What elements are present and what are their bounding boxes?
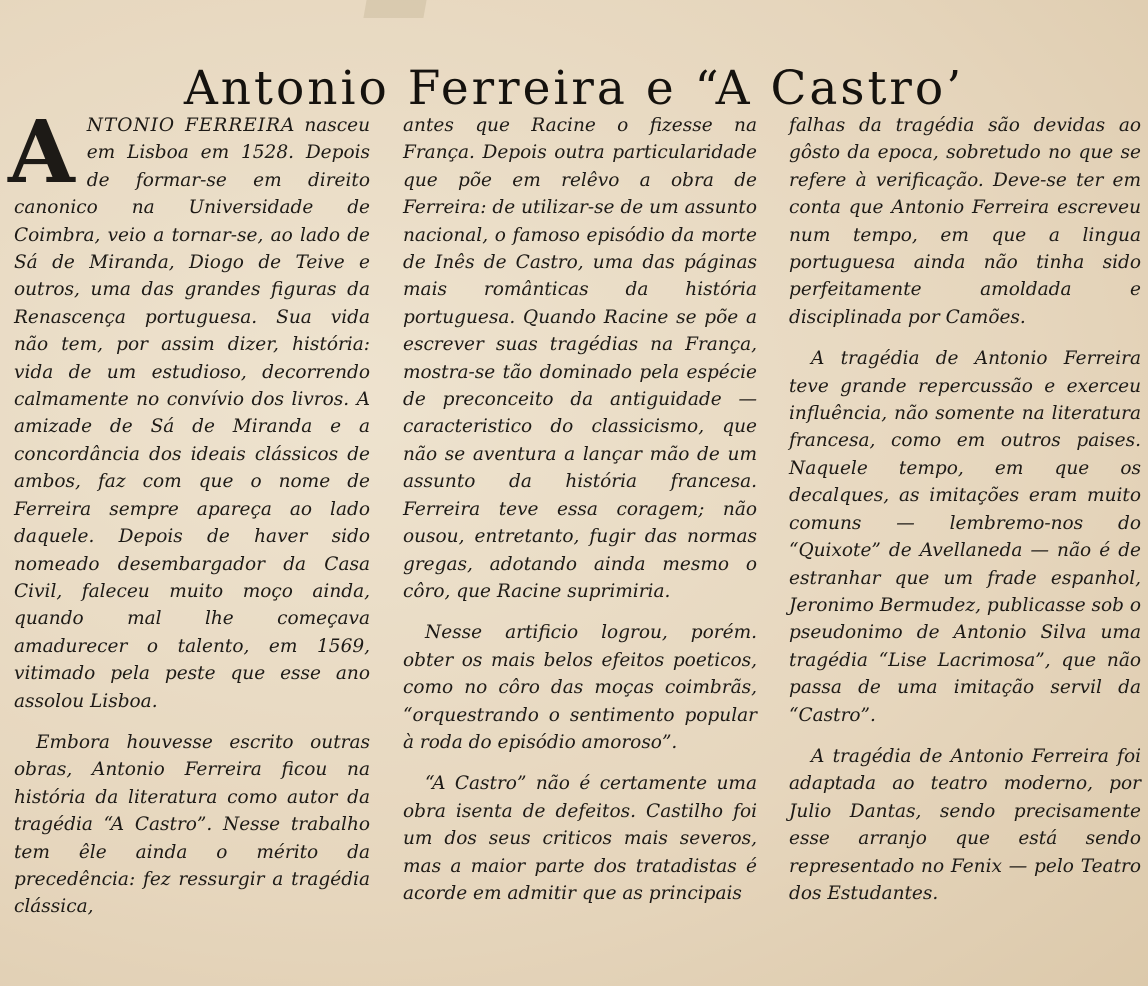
paragraph [8,102,370,715]
paragraph-text: nasceu em Lisboa em 1528. Depois de formar-se em direito canonico na Universidade de Coimbra, veio a tornar-se, ao lado de Sá de Miranda, Diogo de Teive e outros, uma das grandes figuras da Renascença portuguesa. Sua vida não tem, por assim dizer, história: vida de um estudioso, decorrendo calmamente no convívio dos livros. A amizade de Sá de Miranda e a concordância dos ideais clássicos de ambos, faz com que o nome de Ferreira sempre apareça ao lado daquele. Depois de haver sido nomeado desembargador da Casa Civil, faleceu muito moço ainda, quando mal lhe começava amadurecer o talento, em 1569, vitimado pela peste que esse ano assolou Lisboa. [14,115,370,712]
paragraph: Nesse artificio logrou, porém. obter os mais belos efeitos poeticos, como no côro das moças coimbrãs, “orquestrando o sentimento popular à roda do episódio amoroso”. [403,622,757,753]
paragraph: “A Castro” não é certamente uma obra isenta de defeitos. Castilho foi um dos seus criticos mais severos, mas a maior parte dos tratadistas é acorde em admitir que as principais [403,773,757,904]
torn-paper-edge [363,0,426,18]
lead-name: NTONIO FERREIRA [86,115,296,136]
column-1 [8,102,370,935]
paragraph: falhas da tragédia são devidas ao gôsto da epoca, sobretudo no que se refere à verificação. Deve-se ter em conta que Antonio Ferreira escreveu num tempo, em que a lingua portuguesa ainda não tinha sido perfeitamente amoldada e disciplinada por Camões. [789,115,1141,328]
paragraph: Embora houvesse escrito outras obras, Antonio Ferreira ficou na história da literatura como autor da tragédia “A Castro”. Nesse trabalho tem êle ainda o mérito da precedência: fez ressurgir a tragédia clássica, [14,731,370,918]
paragraph: antes que Racine o fizesse na França. Depois outra particularidade que põe em relêvo a obra de Ferreira: de utilizar-se de um assunto nacional, o famoso episódio da morte de Inês de Castro, uma das páginas mais românticas da história portuguesa. Quando Racine se põe a escrever suas tragédias na França, mostra-se tão dominado pela espécie de preconceito da antiguidade — caracteristico do classicismo, que não se aventura a lançar mão de um assunto da história francesa. Ferreira teve essa coragem; não ousou, entretanto, fugir das normas gregas, adotando ainda mesmo o côro, que Racine suprimiria. [403,115,757,602]
column-2 [403,112,757,921]
article-title: Antonio Ferreira e “A Castro’ [183,61,965,117]
paragraph: A tragédia de Antonio Ferreira foi adaptada ao teatro moderno, por Julio Dantas, sendo precisamente esse arranjo que está sendo representado no Fenix — pelo Teatro dos Estudantes. [789,745,1141,904]
paragraph: A tragédia de Antonio Ferreira teve grande repercussão e exerceu influência, não somente na literatura francesa, como em outros paises. Naquele tempo, em que os decalques, as imitações eram muito comuns — lembremo-nos do “Quixote” de Avellaneda — não é de estranhar que um frade espanhol, Jeronimo Bermudez, publicasse sob o pseudonimo de Antonio Silva uma tragédia “Lise Lacrimosa”, que não passa de uma imitação servil da “Castro”. [789,348,1142,726]
drop-cap: A [8,102,75,203]
column-3 [789,112,1141,921]
